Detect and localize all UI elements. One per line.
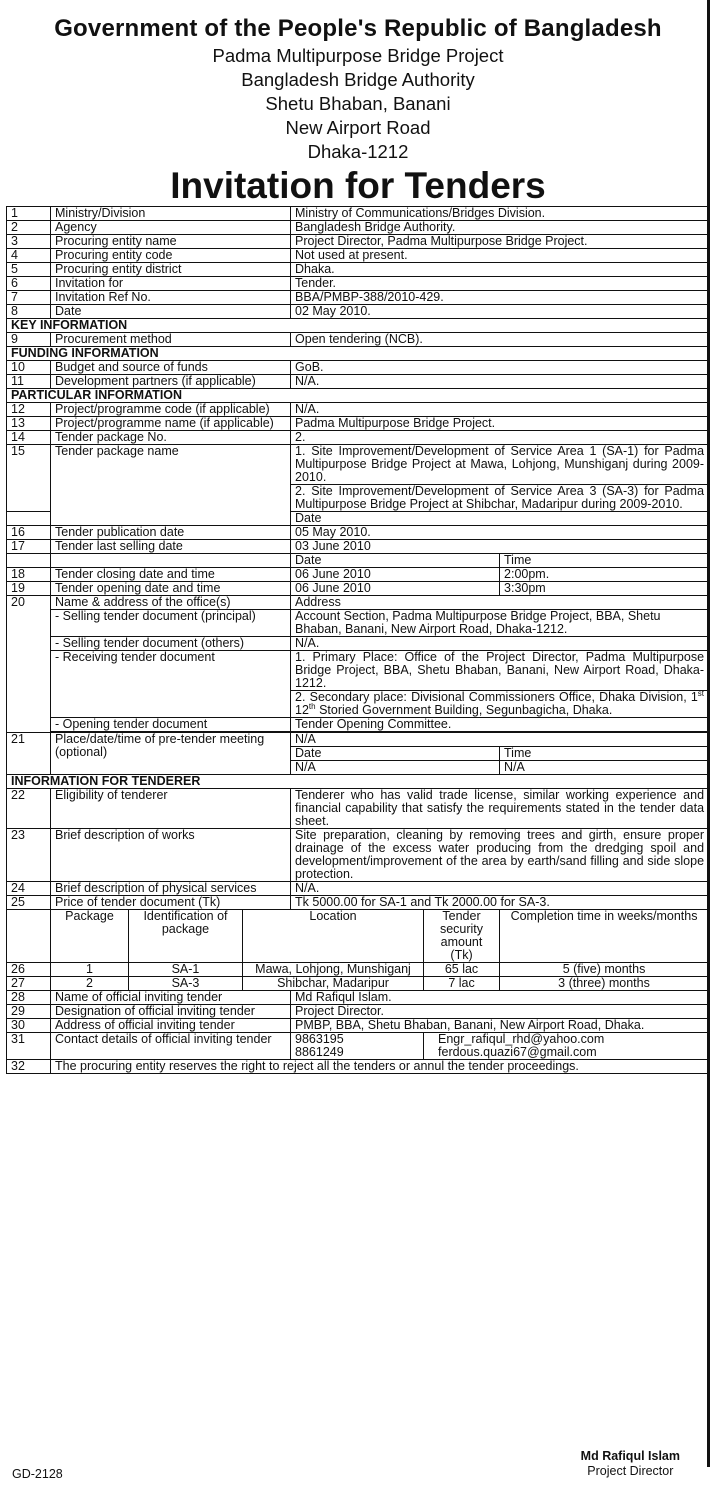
table-row bbox=[7, 554, 709, 568]
row-label: Tender package No. bbox=[51, 431, 291, 445]
row-label: Development partners (if applicable) bbox=[51, 375, 291, 389]
section-heading-row bbox=[7, 775, 709, 789]
date-heading: Date bbox=[291, 747, 500, 761]
ordinal-suffix: th bbox=[308, 701, 316, 711]
row-value: GoB. bbox=[291, 361, 709, 375]
security-column-header: Tender security amount (Tk) bbox=[424, 910, 500, 963]
row-value: 03 June 2010 bbox=[291, 540, 709, 554]
row-number: 9 bbox=[7, 333, 51, 347]
row-label: - Selling tender document (others) bbox=[51, 637, 291, 651]
row-label: Price of tender document (Tk) bbox=[51, 896, 291, 910]
row-label: - Opening tender document bbox=[51, 718, 291, 732]
row-label: Procuring entity name bbox=[51, 235, 291, 249]
table-row bbox=[7, 235, 709, 249]
table-row bbox=[7, 789, 709, 829]
row-number: 31 bbox=[7, 1033, 51, 1060]
package-column-header: Package bbox=[51, 910, 129, 963]
secondary-place-text: 2. Secondary place: Divisional Commissioners Office, Dhaka Division, 1 bbox=[295, 690, 698, 704]
table-row bbox=[7, 403, 709, 417]
row-number: 25 bbox=[7, 896, 51, 910]
table-row bbox=[7, 610, 709, 637]
project-line: Padma Multipurpose Bridge Project bbox=[212, 45, 504, 66]
email-addresses bbox=[424, 1033, 709, 1060]
row-label-empty bbox=[51, 554, 291, 568]
row-number: 30 bbox=[7, 1019, 51, 1033]
row-value: Tender Opening Committee. bbox=[291, 718, 709, 732]
row-label: Place/date/time of pre-tender meeting (optional) bbox=[51, 733, 291, 775]
row-value: Not used at present. bbox=[291, 249, 709, 263]
row-value: Site preparation, cleaning by removing trees and girth, ensure proper drainage of the excess water producing from the dredging spoil and development/improvement of the area by earth/sand filling and side slope protection. bbox=[291, 829, 709, 882]
package-header-row bbox=[7, 910, 709, 963]
row-value: N/A bbox=[291, 733, 709, 747]
row-label: Tender closing date and time bbox=[51, 568, 291, 582]
row-number: 26 bbox=[7, 963, 51, 977]
row-label: Invitation for bbox=[51, 277, 291, 291]
table-row bbox=[7, 582, 709, 596]
table-row bbox=[7, 651, 709, 691]
table-row bbox=[7, 249, 709, 263]
row-label: Designation of official inviting tender bbox=[51, 1005, 291, 1019]
right-border bbox=[707, 0, 710, 1467]
row-value: N/A. bbox=[291, 375, 709, 389]
section-heading: INFORMATION FOR TENDERER bbox=[7, 775, 709, 789]
row-label: Tender opening date and time bbox=[51, 582, 291, 596]
row-value: Tenderer who has valid trade license, similar working experience and financial capability that satisfy the requirements stated in the tender data sheet. bbox=[291, 789, 709, 829]
secondary-place-text: 12 bbox=[295, 703, 309, 717]
row-label: Procuring entity district bbox=[51, 263, 291, 277]
row-label: Project/programme code (if applicable) bbox=[51, 403, 291, 417]
row-value: 05 May 2010. bbox=[291, 526, 709, 540]
row-number: 20 bbox=[7, 596, 51, 733]
row-number: 4 bbox=[7, 249, 51, 263]
row-label: Eligibility of tenderer bbox=[51, 789, 291, 829]
table-row bbox=[7, 829, 709, 882]
row-value: 2. Site Improvement/Development of Service Area 3 (SA-3) for Padma Multipurpose Bridge Project at Shibchar, Madaripur during 2009-2010. bbox=[291, 485, 709, 512]
phone-number: 8861249 bbox=[295, 1045, 344, 1059]
row-number: 22 bbox=[7, 789, 51, 829]
package-id: SA-3 bbox=[129, 977, 243, 991]
row-number: 32 bbox=[7, 1060, 51, 1074]
row-number-empty bbox=[7, 910, 51, 963]
row-number: 1 bbox=[7, 207, 51, 221]
row-value: N/A. bbox=[291, 637, 709, 651]
row-number-empty bbox=[7, 554, 51, 568]
row-label: Agency bbox=[51, 221, 291, 235]
row-number: 6 bbox=[7, 277, 51, 291]
row-value: Ministry of Communications/Bridges Division. bbox=[291, 207, 709, 221]
row-label: Tender publication date bbox=[51, 526, 291, 540]
row-value: BBA/PMBP-388/2010-429. bbox=[291, 291, 709, 305]
table-row bbox=[7, 417, 709, 431]
row-number: 3 bbox=[7, 235, 51, 249]
row-value: The procuring entity reserves the right to reject all the tenders or annul the tender proceedings. bbox=[51, 1060, 709, 1074]
row-value: PMBP, BBA, Shetu Bhaban, Banani, New Airport Road, Dhaka. bbox=[291, 1019, 709, 1033]
time-heading: Time bbox=[500, 554, 709, 568]
row-number-empty bbox=[7, 512, 51, 526]
row-value: 1. Primary Place: Office of the Project Director, Padma Multipurpose Bridge Project, BBA, Shetu Bhaban, Banani, New Airport Road, Dhaka-1212. bbox=[291, 651, 709, 691]
row-label: Project/programme name (if applicable) bbox=[51, 417, 291, 431]
time-heading: Time bbox=[500, 747, 709, 761]
row-number: 13 bbox=[7, 417, 51, 431]
row-number: 16 bbox=[7, 526, 51, 540]
email-address: Engr_rafiqul_rhd@yahoo.com bbox=[438, 1032, 605, 1046]
ordinal-suffix: st bbox=[697, 688, 705, 698]
row-label: Brief description of physical services bbox=[51, 882, 291, 896]
row-value: Tk 5000.00 for SA-1 and Tk 2000.00 for SA-3. bbox=[291, 896, 709, 910]
row-label: - Receiving tender document bbox=[51, 651, 291, 718]
row-number: 24 bbox=[7, 882, 51, 896]
row-label: Tender last selling date bbox=[51, 540, 291, 554]
row-label: Budget and source of funds bbox=[51, 361, 291, 375]
table-row bbox=[7, 431, 709, 445]
gd-code: GD-2128 bbox=[12, 1467, 63, 1481]
row-value: 1. Site Improvement/Development of Service Area 1 (SA-1) for Padma Multipurpose Bridge Project at Mawa, Lohjong, Munshiganj during 2009-2010. bbox=[291, 445, 709, 485]
row-label: Ministry/Division bbox=[51, 207, 291, 221]
row-number: 14 bbox=[7, 431, 51, 445]
section-heading-row bbox=[7, 347, 709, 361]
notice-header bbox=[6, 0, 710, 206]
package-number: 1 bbox=[51, 963, 129, 977]
row-time: 2:00pm. bbox=[500, 568, 709, 582]
identification-column-header: Identification of package bbox=[129, 910, 243, 963]
row-value: Project Director. bbox=[291, 1005, 709, 1019]
package-number: 2 bbox=[51, 977, 129, 991]
table-row bbox=[7, 1033, 709, 1060]
table-row bbox=[7, 568, 709, 582]
row-label: Contact details of official inviting tender bbox=[51, 1033, 291, 1060]
package-location: Mawa, Lohjong, Munshiganj bbox=[243, 963, 424, 977]
section-heading-row bbox=[7, 319, 709, 333]
row-number: 18 bbox=[7, 568, 51, 582]
row-value: 2. bbox=[291, 431, 709, 445]
table-row bbox=[7, 1019, 709, 1033]
row-label: Procurement method bbox=[51, 333, 291, 347]
row-label: Address of official inviting tender bbox=[51, 1019, 291, 1033]
package-row bbox=[7, 963, 709, 977]
city-line: Dhaka-1212 bbox=[307, 141, 409, 162]
notice-title: Invitation for Tenders bbox=[170, 165, 546, 206]
date-heading: Date bbox=[291, 554, 500, 568]
package-completion: 5 (five) months bbox=[500, 963, 709, 977]
row-value: N/A. bbox=[291, 882, 709, 896]
row-number: 8 bbox=[7, 305, 51, 319]
row-time: N/A bbox=[500, 761, 709, 775]
signatory-title: Project Director bbox=[587, 1464, 674, 1478]
row-date: N/A bbox=[291, 761, 500, 775]
date-heading: Date bbox=[291, 512, 709, 526]
package-completion: 3 (three) months bbox=[500, 977, 709, 991]
phone-number: 9863195 bbox=[295, 1032, 344, 1046]
row-date: 06 June 2010 bbox=[291, 582, 500, 596]
row-label: Name & address of the office(s) bbox=[51, 596, 291, 610]
table-row bbox=[7, 991, 709, 1005]
signature-block bbox=[581, 1449, 680, 1479]
row-value: Dhaka. bbox=[291, 263, 709, 277]
row-number: 27 bbox=[7, 977, 51, 991]
section-heading: FUNDING INFORMATION bbox=[7, 347, 709, 361]
package-location: Shibchar, Madaripur bbox=[243, 977, 424, 991]
row-value: Address bbox=[291, 596, 709, 610]
table-row bbox=[7, 733, 709, 747]
government-title: Government of the People's Republic of Bangladesh bbox=[54, 15, 662, 42]
completion-column-header: Completion time in weeks/months bbox=[500, 910, 709, 963]
table-row bbox=[7, 896, 709, 910]
row-number: 17 bbox=[7, 540, 51, 554]
table-row bbox=[7, 445, 709, 485]
row-value: Project Director, Padma Multipurpose Bridge Project. bbox=[291, 235, 709, 249]
table-row bbox=[7, 540, 709, 554]
package-security: 65 lac bbox=[424, 963, 500, 977]
row-value: Md Rafiqul Islam. bbox=[291, 991, 709, 1005]
package-row bbox=[7, 977, 709, 991]
location-column-header: Location bbox=[243, 910, 424, 963]
row-number: 7 bbox=[7, 291, 51, 305]
row-number: 21 bbox=[7, 733, 51, 775]
row-number: 19 bbox=[7, 582, 51, 596]
table-row bbox=[7, 263, 709, 277]
table-row bbox=[7, 596, 709, 610]
package-security: 7 lac bbox=[424, 977, 500, 991]
table-row bbox=[7, 361, 709, 375]
section-heading-row bbox=[7, 389, 709, 403]
row-number: 10 bbox=[7, 361, 51, 375]
table-row bbox=[7, 1060, 709, 1074]
row-value: Bangladesh Bridge Authority. bbox=[291, 221, 709, 235]
row-date: 06 June 2010 bbox=[291, 568, 500, 582]
building-line: Shetu Bhaban, Banani bbox=[265, 93, 451, 114]
table-row bbox=[7, 526, 709, 540]
row-number: 15 bbox=[7, 445, 51, 512]
secondary-place-text: Storied Government Building, Segunbagicha, Dhaka. bbox=[315, 703, 613, 717]
row-number: 29 bbox=[7, 1005, 51, 1019]
phone-numbers bbox=[291, 1033, 424, 1060]
tender-notice bbox=[6, 0, 710, 1491]
package-id: SA-1 bbox=[129, 963, 243, 977]
signatory-name: Md Rafiqul Islam bbox=[580, 1449, 680, 1463]
email-address: ferdous.quazi67@gmail.com bbox=[438, 1045, 597, 1059]
table-row bbox=[7, 375, 709, 389]
row-label: Invitation Ref No. bbox=[51, 291, 291, 305]
road-line: New Airport Road bbox=[285, 117, 431, 138]
tender-table bbox=[6, 206, 709, 1074]
table-row bbox=[7, 207, 709, 221]
table-row bbox=[7, 637, 709, 651]
table-row bbox=[7, 277, 709, 291]
table-row bbox=[7, 291, 709, 305]
row-label: Name of official inviting tender bbox=[51, 991, 291, 1005]
row-number: 28 bbox=[7, 991, 51, 1005]
section-heading: PARTICULAR INFORMATION bbox=[7, 389, 709, 403]
table-row bbox=[7, 333, 709, 347]
section-heading: KEY INFORMATION bbox=[7, 319, 709, 333]
table-row bbox=[7, 718, 709, 732]
table-row bbox=[7, 305, 709, 319]
authority-line: Bangladesh Bridge Authority bbox=[241, 69, 475, 90]
row-value: N/A. bbox=[291, 403, 709, 417]
row-value: Account Section, Padma Multipurpose Bridge Project, BBA, Shetu Bhaban, Banani, New Airport Road, Dhaka-1212. bbox=[291, 610, 709, 637]
table-row bbox=[7, 221, 709, 235]
row-value bbox=[291, 688, 709, 718]
table-row bbox=[7, 1005, 709, 1019]
row-number: 11 bbox=[7, 375, 51, 389]
row-value: Tender. bbox=[291, 277, 709, 291]
row-label: Procuring entity code bbox=[51, 249, 291, 263]
table-row bbox=[7, 882, 709, 896]
row-number: 12 bbox=[7, 403, 51, 417]
row-label: - Selling tender document (principal) bbox=[51, 610, 291, 637]
row-value: Open tendering (NCB). bbox=[291, 333, 709, 347]
row-number: 5 bbox=[7, 263, 51, 277]
row-label: Tender package name bbox=[51, 445, 291, 526]
row-time: 3:30pm bbox=[500, 582, 709, 596]
row-number: 2 bbox=[7, 221, 51, 235]
row-value: 02 May 2010. bbox=[291, 305, 709, 319]
row-label: Brief description of works bbox=[51, 829, 291, 882]
row-label: Date bbox=[51, 305, 291, 319]
row-value: Padma Multipurpose Bridge Project. bbox=[291, 417, 709, 431]
row-number: 23 bbox=[7, 829, 51, 882]
